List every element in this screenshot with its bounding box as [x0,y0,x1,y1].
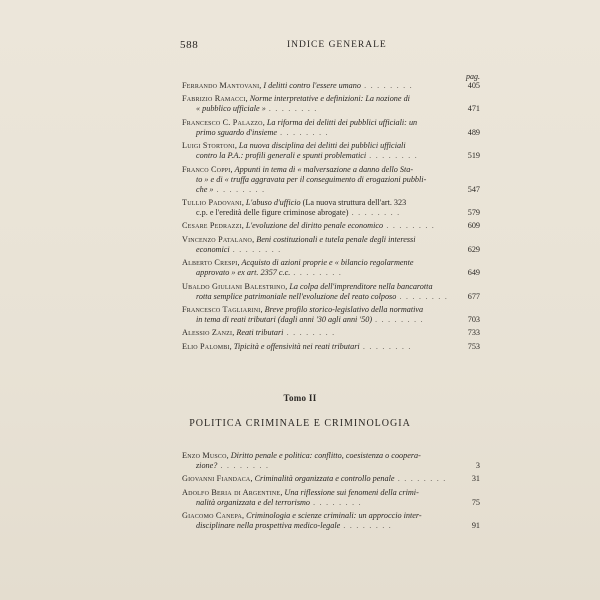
entry-continuation: nalità organizzata e del terrorismo . . . . . . . . [196,497,362,507]
leader-dots: . . . . . . . . [366,151,419,161]
entry-continuation: approvato » ex art. 2357 c.c. . . . . . . . . [196,268,343,278]
entry-title: Breve profilo storico-legislativo della normativa [264,304,424,314]
entry-title: Norme interpretative e definizioni: La nozione di [249,94,410,104]
entry-author: Vincenzo Patalano [182,234,253,244]
leader-dots: . . . . . . . . [217,461,270,470]
entry-title: L'abuso d'ufficio [245,197,301,207]
entry-first-line: Tullio Padovani, L'abuso d'ufficio (La nuova struttura dell'art. 323 [182,197,407,207]
entry-author: Francesco C. Palazzo [182,117,263,127]
toc-entry [182,474,480,484]
entry-page: 471 [467,104,480,114]
entry-title: Reati tributari [236,328,284,338]
entry-page: 519 [467,151,480,161]
entry-continuation: in tema di reati tributari (dagli anni '30 agli anni '50) . . . . . . . . [196,314,424,324]
page-number: 588 [180,39,199,51]
toc-entry [182,165,480,195]
entry-title: Appunti in tema di « malversazione a danno dello Sta- [234,164,414,174]
entry-first-line: Alberto Crespi, Acquisto di azioni proprie e « bilancio regolarmente [182,258,414,268]
entry-title-plain: (La nuova struttura dell'art. 323 [300,197,407,207]
entry-first-line: Ubaldo Giuliani Balestrino, La colpa dell'imprenditore nella bancarotta [182,281,433,291]
entry-author: Ferrando Mantovani [182,81,260,90]
entry-author: Elio Palombi [182,341,230,351]
entry-title: Tipicità e offensività nei reati tributari [233,341,360,351]
entry-title: Criminalità organizzata e controllo penale [254,474,395,484]
entry-first-line: Enzo Musco, Diritto penale e politica: conflitto, coesistenza o coopera- [182,451,421,460]
entry-author: Adolfo Beria di Argentine [182,487,281,497]
entry-first-line: Luigi Stortoni, La nuova disciplina dei delitti dei pubblici ufficiali [182,141,406,151]
entry-author: Cesare Pedrazzi [182,221,242,231]
leader-dots: . . . . . . . . [396,291,449,301]
entry-page: 405 [467,81,480,90]
entry-continuation: primo sguardo d'insieme . . . . . . . . [196,127,330,137]
entry-author: Tullio Padovani [182,197,242,207]
toc-entry [182,342,480,352]
entry-author: Enzo Musco [182,451,227,460]
entry-author: Ubaldo Giuliani Balestrino [182,281,286,291]
section-title: POLITICA CRIMINALE E CRIMINOLOGIA [189,418,411,429]
entry-author: Giovanni Fiandaca [182,474,251,484]
entry-page: 649 [467,268,480,278]
entry-continuation-2: che » . . . . . . . . [196,184,266,194]
leader-dots: . . . . . . . . [348,207,401,217]
leader-dots: . . . . . . . . [283,328,336,338]
entry-continuation: c.p. e l'eredità delle figure criminose abrogate) . . . . . . . . [196,207,401,217]
toc-entry [182,235,480,255]
entry-continuation: disciplinare nella prospettiva medico-legale . . . . . . . . [196,521,393,531]
entry-title: La nuova disciplina dei delitti dei pubblici ufficiali [238,141,406,151]
toc-entry [182,118,480,138]
toc-entry [182,141,480,161]
entry-first-line: Vincenzo Patalano, Beni costituzionali e tutela penale degli interessi [182,234,416,244]
entry-page: 31 [471,474,480,484]
entry-first-line: Giovanni Fiandaca, Criminalità organizzata e controllo penale . . . . . . . . [182,474,447,484]
entry-first-line: Elio Palombi, Tipicità e offensività nei reati tributari . . . . . . . . [182,341,412,351]
leader-dots: . . . . . . . . [310,497,362,507]
entry-first-line: Giacomo Canepa, Criminologia e scienze criminali: un approccio inter- [182,511,422,521]
toc-entry [182,198,480,218]
entry-title: Una riflessione sui fenomeni della crimi- [284,487,419,497]
entry-author: Francesco Tagliarini [182,304,261,314]
entry-continuation: « pubblico ufficiale » . . . . . . . . [196,104,318,114]
leader-dots: . . . . . . . . [265,104,318,114]
toc-entry [182,282,480,302]
entry-title: L'evoluzione del diritto penale economico [245,221,384,231]
leader-dots: . . . . . . . . [372,314,424,324]
leader-dots: . . . . . . . . [213,184,266,194]
entry-page: 3 [475,461,480,470]
entry-continuation: contro la P.A.: profili generali e spunti problematici . . . . . . . . [196,151,419,161]
entry-first-line: Franco Coppi, Appunti in tema di « malversazione a danno dello Sta- [182,164,414,174]
toc-entry [182,94,480,114]
entry-author: Alessio Zanzi [182,328,233,338]
entry-first-line: Cesare Pedrazzi, L'evoluzione del diritto penale economico . . . . . . . . [182,221,436,231]
tomo-label: Tomo II [283,393,317,403]
toc-list-tomo-2 [182,451,480,535]
leader-dots: . . . . . . . . [340,521,393,531]
entry-continuation: economici . . . . . . . . [196,244,282,254]
entry-page: 753 [467,341,480,351]
entry-title: Diritto penale e politica: conflitto, coesistenza o coopera- [230,451,421,460]
entry-title: Beni costituzionali e tutela penale degli interessi [256,234,416,244]
entry-page: 547 [467,184,480,194]
toc-list-tomo-1 [182,72,480,355]
toc-entry [182,488,480,508]
toc-entry [182,81,480,91]
entry-title: La colpa dell'imprenditore nella bancarotta [289,281,433,291]
entry-author: Franco Coppi [182,164,231,174]
toc-entry [182,305,480,325]
leader-dots: . . . . . . . . [394,474,447,484]
entry-page: 629 [467,244,480,254]
leader-dots: . . . . . . . . [290,268,343,278]
running-title: INDICE GENERALE [287,40,387,50]
entry-page: 91 [471,521,480,531]
running-header [180,39,480,53]
leader-dots: . . . . . . . . [360,81,413,90]
entry-first-line: Alessio Zanzi, Reati tributari . . . . . . . . [182,328,336,338]
entry-page: 677 [467,291,480,301]
entry-title: Acquisto di azioni proprie e « bilancio regolarmente [241,258,414,268]
entry-page: 609 [467,221,480,231]
entry-page: 733 [467,328,480,338]
leader-dots: . . . . . . . . [229,244,282,254]
entry-first-line: Francesco Tagliarini, Breve profilo storico-legislativo della normativa [182,304,424,314]
leader-dots: . . . . . . . . [383,221,436,231]
entry-page: 489 [467,127,480,137]
entry-continuation: zione? . . . . . . . . [196,461,270,470]
entry-continuation: to » e di « truffa aggravata per il conseguimento di erogazioni pubbli- [196,174,427,184]
leader-dots: . . . . . . . . [359,341,412,351]
entry-continuation: rotta semplice patrimoniale nell'evoluzione del reato colposo . . . . . . . . [196,291,449,301]
leader-dots: . . . . . . . . [277,127,330,137]
toc-entry [182,328,480,338]
pag-label: pag. [466,72,480,81]
entry-first-line: Fabrizio Ramacci, Norme interpretative e definizioni: La nozione di [182,94,410,104]
entry-title: La riforma dei delitti dei pubblici ufficiali: un [266,117,418,127]
entry-page: 75 [471,497,480,507]
entry-page: 579 [467,207,480,217]
toc-entry [182,221,480,231]
entry-title: Criminologia e scienze criminali: un approccio inter- [246,511,422,521]
entry-author: Luigi Stortoni [182,141,235,151]
entry-first-line: Adolfo Beria di Argentine, Una riflessione sui fenomeni della crimi- [182,487,419,497]
entry-author: Giacomo Canepa [182,511,243,521]
toc-entry [182,258,480,278]
entry-author: Fabrizio Ramacci [182,94,246,104]
entry-title: I delitti contro l'essere umano [263,81,361,90]
entry-page: 703 [467,314,480,324]
toc-entry [182,451,480,471]
entry-author: Alberto Crespi [182,258,238,268]
toc-entry [182,511,480,531]
entry-first-line: Francesco C. Palazzo, La riforma dei delitti dei pubblici ufficiali: un [182,117,418,127]
entry-first-line: Ferrando Mantovani, I delitti contro l'essere umano . . . . . . . . [182,81,413,90]
